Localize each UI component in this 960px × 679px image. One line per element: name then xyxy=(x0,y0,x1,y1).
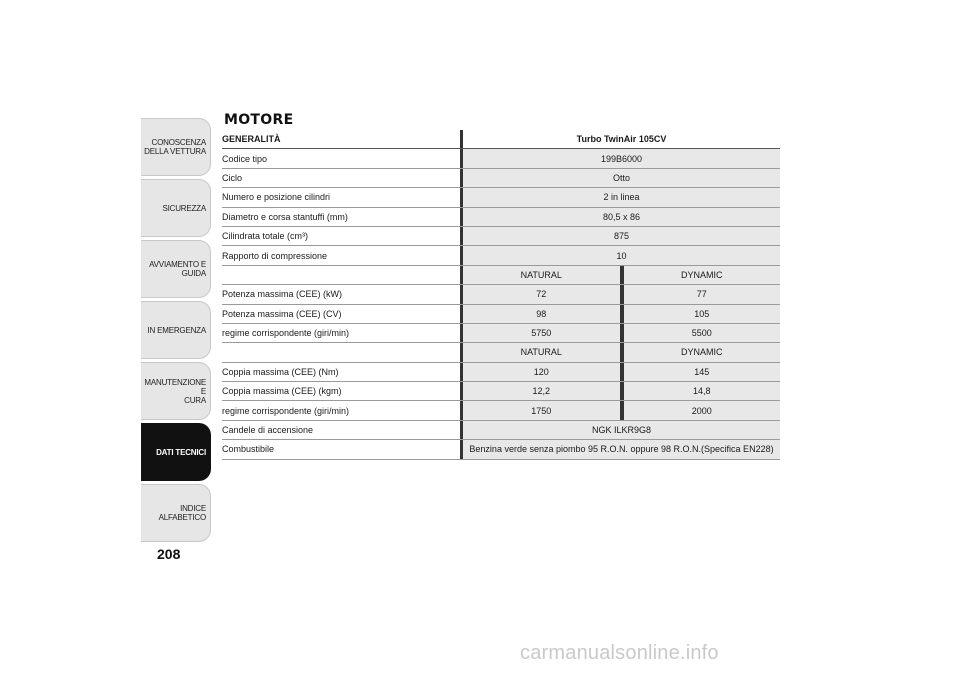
natural-value: 98 xyxy=(463,305,620,323)
split-values xyxy=(460,401,780,419)
table-row xyxy=(222,382,780,401)
tab-dati-tecnici[interactable]: DATI TECNICI xyxy=(141,423,211,481)
row-value: Benzina verde senza piombo 95 R.O.N. oppure 98 R.O.N.(Specifica EN228) xyxy=(460,440,780,458)
table-row xyxy=(222,285,780,304)
dynamic-value: 5500 xyxy=(620,324,781,342)
table-row xyxy=(222,324,780,343)
section-title: MOTORE xyxy=(224,112,294,128)
row-value: 875 xyxy=(460,227,780,245)
split-values xyxy=(460,285,780,303)
row-label: Diametro e corsa stantuffi (mm) xyxy=(222,211,348,222)
table-row xyxy=(222,208,780,227)
row-label: Coppia massima (CEE) (kgm) xyxy=(222,386,342,397)
row-label: Cilindrata totale (cm³) xyxy=(222,231,309,242)
mode-dynamic-header: DYNAMIC xyxy=(620,266,781,284)
row-label xyxy=(222,266,460,284)
torque-mode-header-row xyxy=(222,343,780,362)
split-values xyxy=(460,363,780,381)
tab-indice-alfabetico[interactable]: INDICE ALFABETICO xyxy=(141,484,211,542)
natural-value: 5750 xyxy=(463,324,620,342)
natural-value: 72 xyxy=(463,285,620,303)
table-row xyxy=(222,401,780,420)
mode-dynamic-header: DYNAMIC xyxy=(620,343,781,361)
mode-natural-header: NATURAL xyxy=(463,266,620,284)
split-values xyxy=(460,324,780,342)
dynamic-value: 77 xyxy=(620,285,781,303)
tab-in-emergenza[interactable]: IN EMERGENZA xyxy=(141,301,211,359)
row-label: Ciclo xyxy=(222,172,243,183)
mode-header-cells xyxy=(460,343,780,361)
row-label: regime corrispondente (giri/min) xyxy=(222,405,350,416)
table-row xyxy=(222,149,780,168)
table-row xyxy=(222,305,780,324)
watermark-text: carmanualsonline.info xyxy=(520,642,719,664)
row-value: 80,5 x 86 xyxy=(460,208,780,226)
row-label xyxy=(222,343,460,361)
row-label: Coppia massima (CEE) (Nm) xyxy=(222,366,339,377)
row-label: Codice tipo xyxy=(222,153,268,164)
dynamic-value: 14,8 xyxy=(620,382,781,400)
natural-value: 12,2 xyxy=(463,382,620,400)
mode-header-cells xyxy=(460,266,780,284)
table-row xyxy=(222,246,780,265)
header-label: GENERALITÀ xyxy=(222,134,281,145)
table-row xyxy=(222,363,780,382)
dynamic-value: 145 xyxy=(620,363,781,381)
row-label: Numero e posizione cilindri xyxy=(222,192,331,203)
row-value: 199B6000 xyxy=(460,149,780,167)
power-mode-header-row xyxy=(222,266,780,285)
row-label: Rapporto di compressione xyxy=(222,250,328,261)
row-label: Candele di accensione xyxy=(222,425,314,436)
page-number: 208 xyxy=(157,546,181,562)
table-header-row xyxy=(222,130,780,149)
table-row xyxy=(222,421,780,440)
tab-manutenzione-e-cura[interactable]: MANUTENZIONE E CURA xyxy=(141,362,211,420)
dynamic-value: 2000 xyxy=(620,401,781,419)
tab-conoscenza-della-vettura[interactable]: CONOSCENZA DELLA VETTURA xyxy=(141,118,211,176)
dynamic-value: 105 xyxy=(620,305,781,323)
row-value: 10 xyxy=(460,246,780,264)
engine-spec-table xyxy=(222,130,780,460)
row-label: Potenza massima (CEE) (CV) xyxy=(222,308,342,319)
natural-value: 120 xyxy=(463,363,620,381)
row-value: 2 in linea xyxy=(460,188,780,206)
tab-sicurezza[interactable]: SICUREZZA xyxy=(141,179,211,237)
row-label: regime corrispondente (giri/min) xyxy=(222,328,350,339)
table-row xyxy=(222,440,780,459)
tab-avviamento-e-guida[interactable]: AVVIAMENTO E GUIDA xyxy=(141,240,211,298)
table-row xyxy=(222,188,780,207)
row-label: Combustibile xyxy=(222,444,275,455)
table-row xyxy=(222,169,780,188)
split-values xyxy=(460,305,780,323)
table-row xyxy=(222,227,780,246)
row-value: Otto xyxy=(460,169,780,187)
row-label: Potenza massima (CEE) (kW) xyxy=(222,289,343,300)
mode-natural-header: NATURAL xyxy=(463,343,620,361)
row-value: NGK ILKR9G8 xyxy=(460,421,780,439)
natural-value: 1750 xyxy=(463,401,620,419)
split-values xyxy=(460,382,780,400)
header-value: Turbo TwinAir 105CV xyxy=(460,130,780,148)
